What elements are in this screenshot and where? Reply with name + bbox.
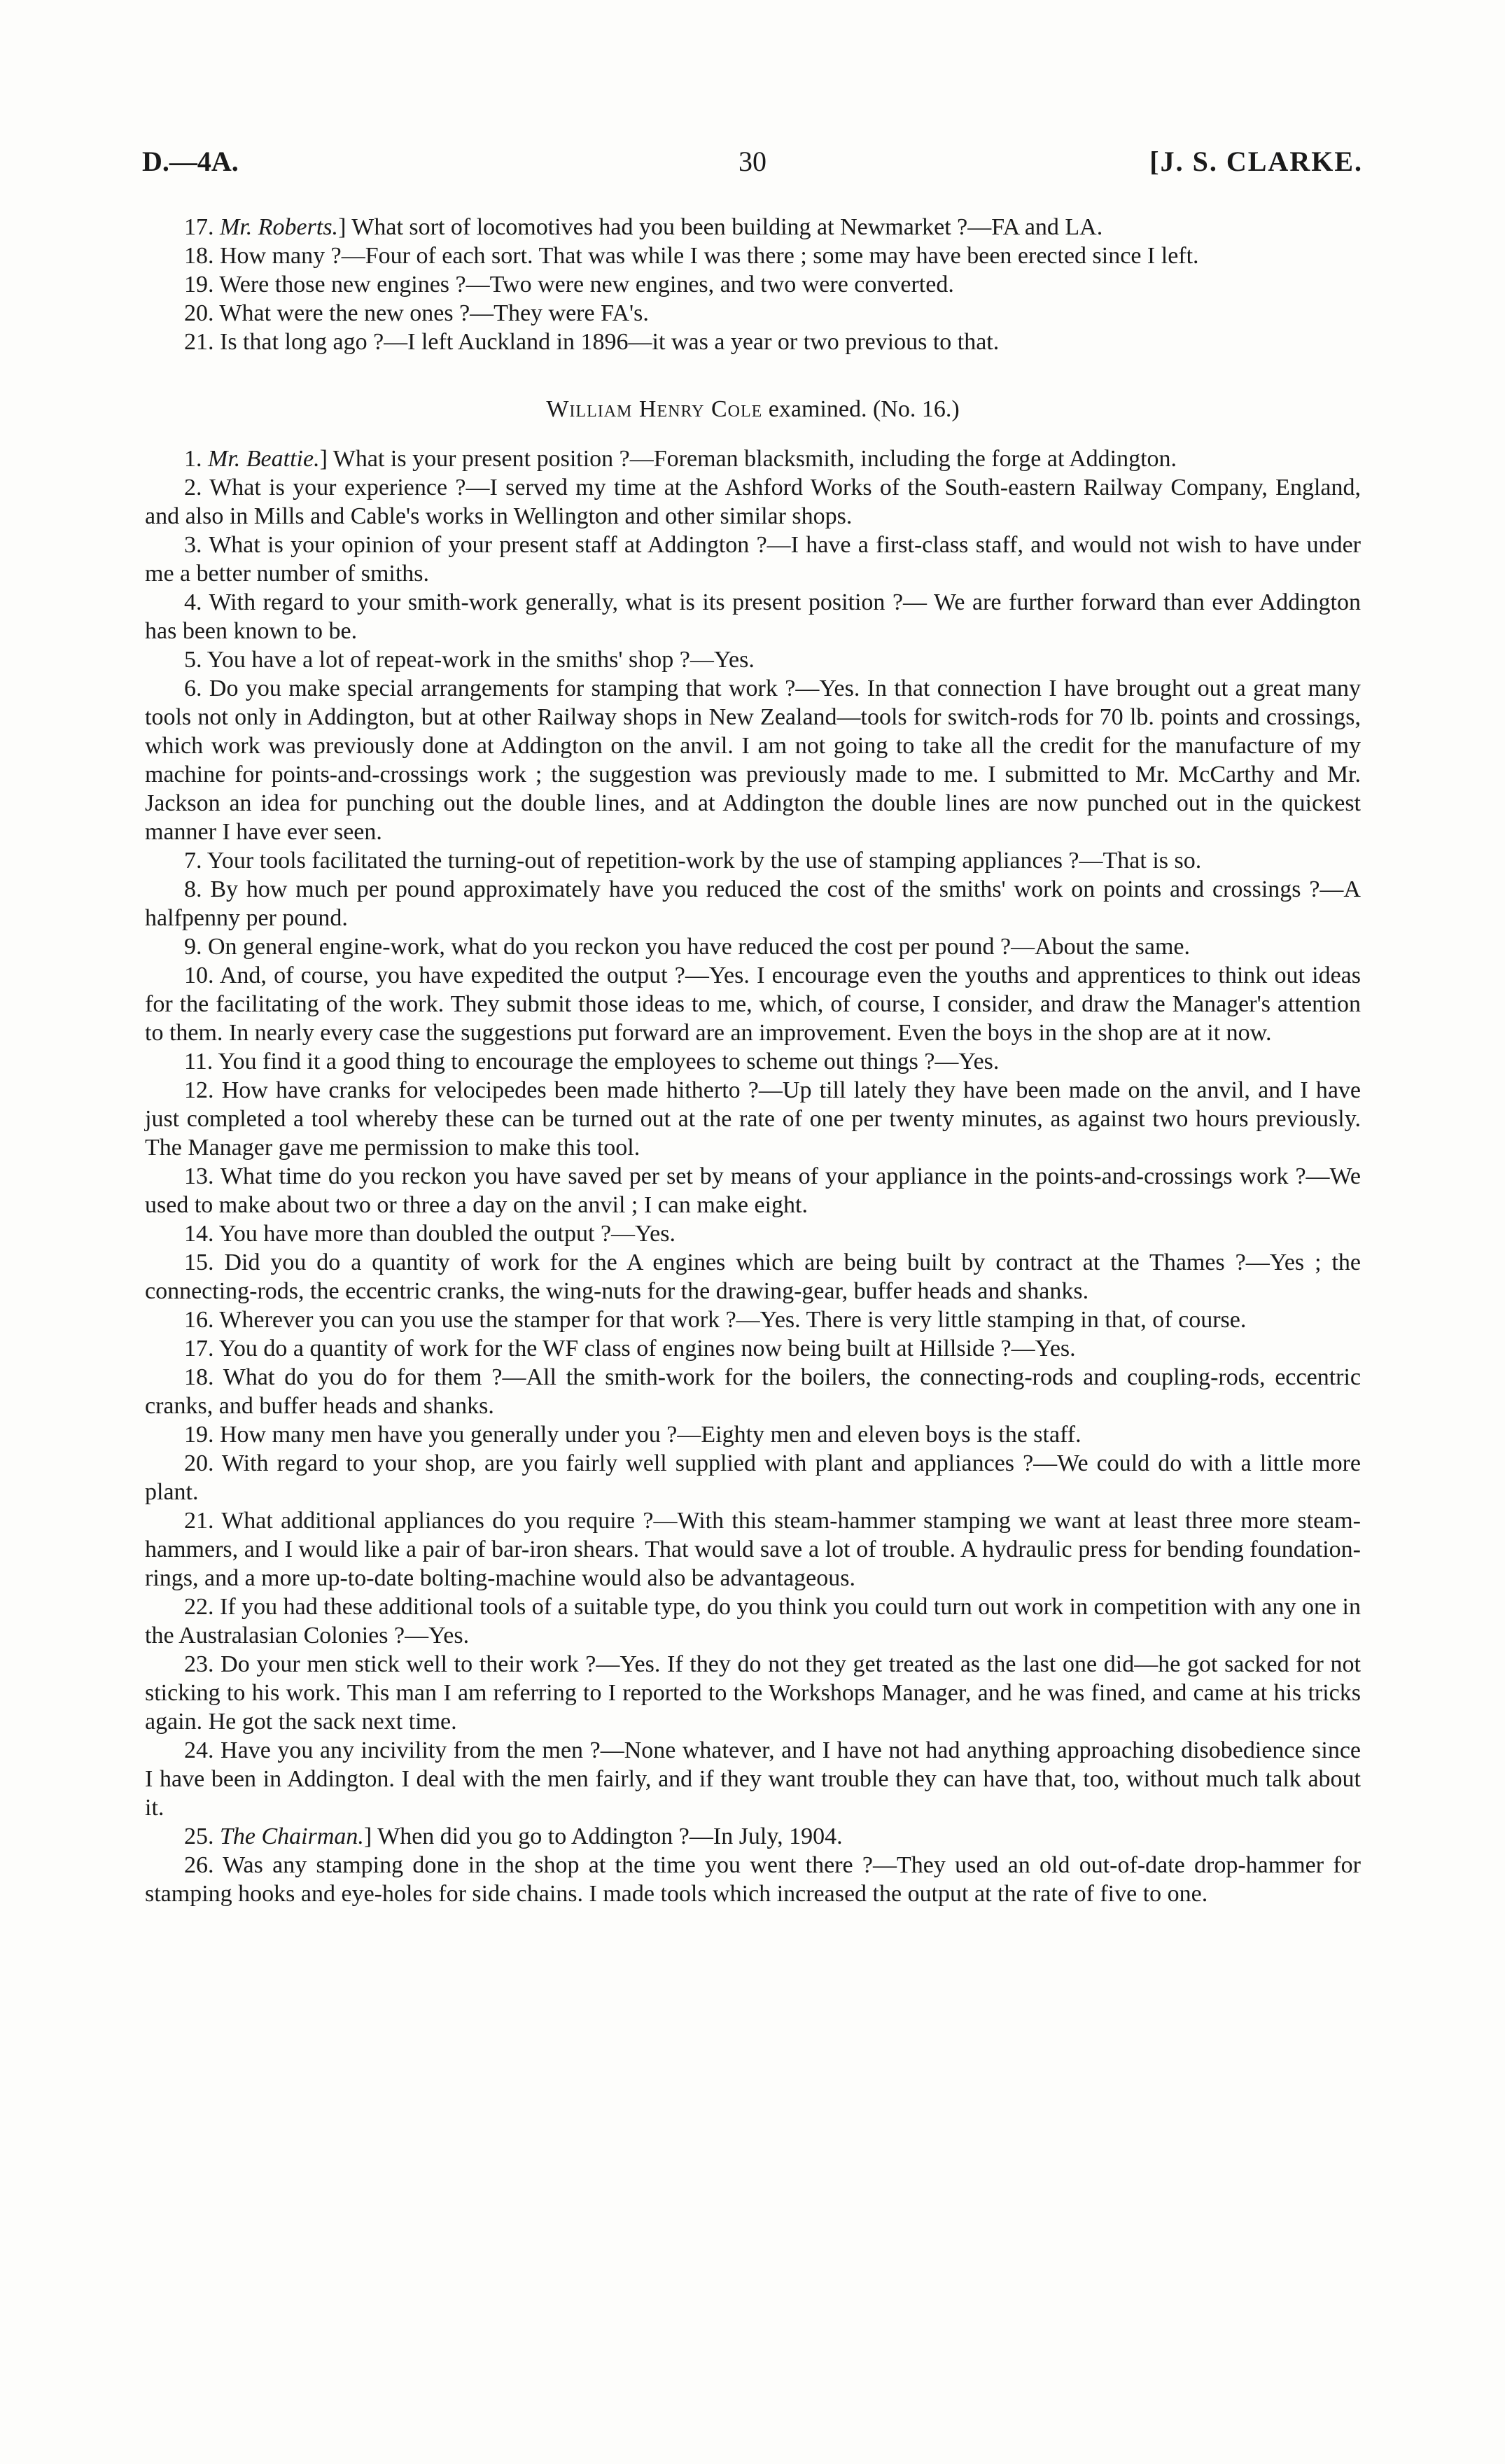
question-number: 10. bbox=[184, 962, 214, 988]
question-number: 17. bbox=[184, 1336, 214, 1362]
question-answer-text: ] When did you go to Addington ?—In July, 1904. bbox=[363, 1823, 843, 1849]
question-number: 15. bbox=[184, 1250, 214, 1275]
question-answer-paragraph bbox=[145, 1592, 1361, 1650]
witness-heading bbox=[145, 395, 1361, 424]
question-number: 14. bbox=[184, 1221, 214, 1247]
question-number: 17. bbox=[184, 214, 214, 240]
question-answer-text: ] What sort of locomotives had you been building at Newmarket ?—FA and LA. bbox=[338, 214, 1103, 240]
question-number: 20. bbox=[184, 300, 214, 326]
question-answer-text: Your tools facilitated the turning-out of repetition-work by the use of stamping appliances ?—That is so. bbox=[206, 848, 1202, 874]
question-answer-text: What do you do for them ?—All the smith-work for the boilers, the connecting-rods and coupling-rods, eccentric cranks, and buffer heads and shanks. bbox=[145, 1364, 1362, 1419]
question-number: 16. bbox=[184, 1307, 214, 1333]
document-reference: D.—4A. bbox=[142, 146, 239, 177]
question-number: 13. bbox=[184, 1163, 214, 1189]
page-number: 30 bbox=[738, 146, 766, 177]
speaker-name: The Chairman. bbox=[220, 1823, 364, 1849]
question-number: 18. bbox=[184, 1364, 214, 1390]
question-answer-paragraph bbox=[145, 531, 1361, 588]
question-answer-text: By how much per pound approximately have you reduced the cost of the smiths' work on points and crossings ?—A halfpenny per pound. bbox=[145, 876, 1361, 931]
question-number: 11. bbox=[184, 1049, 214, 1074]
question-number: 19. bbox=[184, 272, 214, 298]
question-answer-text: How have cranks for velocipedes been made hitherto ?—Up till lately they have been made on the anvil, and I have just completed a tool whereby these can be turned out at the rate of one per twenty minutes, as against two hours previously. The Manager gave me permission to make this tool. bbox=[145, 1077, 1362, 1161]
question-answer-paragraph bbox=[145, 588, 1361, 645]
question-answer-text: You do a quantity of work for the WF class of engines now being built at Hillside ?—Yes. bbox=[218, 1336, 1076, 1362]
question-answer-paragraph bbox=[145, 1306, 1361, 1334]
question-answer-text: With regard to your shop, are you fairly well supplied with plant and appliances ?—We could do with a little more plant. bbox=[145, 1450, 1361, 1505]
question-number: 8. bbox=[184, 876, 202, 902]
question-number: 25. bbox=[184, 1823, 214, 1849]
page-header bbox=[142, 144, 1363, 179]
question-number: 3. bbox=[184, 532, 202, 558]
question-answer-text: Do your men stick well to their work ?—Yes. If they do not they get treated as the last one did—he got sacked for not sticking to his work. This man I am referring to I reported to the Workshops Manager, and he was fined, and came at his tricks again. He got the sack next time. bbox=[145, 1651, 1361, 1735]
question-answer-paragraph bbox=[145, 473, 1361, 531]
question-answer-text: What were the new ones ?—They were FA's. bbox=[219, 300, 649, 326]
question-answer-text: Wherever you can you use the stamper for that work ?—Yes. There is very little stamping in that, of course. bbox=[219, 1307, 1247, 1333]
speaker-name: Mr. Beattie. bbox=[208, 446, 320, 472]
question-number: 19. bbox=[184, 1422, 214, 1448]
question-answer-paragraph bbox=[145, 1822, 1361, 1851]
question-answer-text: Have you any incivility from the men ?—None whatever, and I have not had anything approaching disobedience since I have been in Addington. I deal with the men fairly, and if they want trouble they can have that, too, without much talk about it. bbox=[145, 1737, 1362, 1821]
witness-heading-rest: examined. (No. 16.) bbox=[762, 396, 960, 422]
question-answer-text: Was any stamping done in the shop at the time you went there ?—They used an old out-of-date drop-hammer for stamping hooks and eye-holes for side chains. I made tools which increased the output at the rate of five to one. bbox=[145, 1852, 1361, 1907]
question-answer-text: ] What is your present position ?—Foreman blacksmith, including the forge at Addington. bbox=[319, 446, 1177, 472]
question-number: 12. bbox=[184, 1077, 214, 1103]
question-answer-paragraph bbox=[145, 270, 1361, 299]
question-answer-text: What additional appliances do you require ?—With this steam-hammer stamping we want at least three more steam-hammers, and I would like a pair of bar-iron shears. That would save a lot of trouble. A hydraulic press for bending foundation-rings, and a more up-to-date bolting-machine would also be advantageous. bbox=[145, 1508, 1361, 1591]
question-answer-text: What is your opinion of your present staff at Addington ?—I have a first-class staff, and would not wish to have under me a better number of smiths. bbox=[145, 532, 1361, 587]
question-answer-paragraph bbox=[145, 213, 1361, 241]
question-answer-paragraph bbox=[145, 1506, 1361, 1592]
question-number: 26. bbox=[184, 1852, 214, 1878]
question-answer-text: You find it a good thing to encourage the employees to scheme out things ?—Yes. bbox=[218, 1049, 1000, 1074]
question-answer-paragraph bbox=[145, 1736, 1361, 1822]
question-answer-paragraph bbox=[145, 1650, 1361, 1736]
question-number: 9. bbox=[184, 934, 202, 960]
question-number: 23. bbox=[184, 1651, 214, 1677]
question-answer-paragraph bbox=[145, 1334, 1361, 1363]
question-answer-paragraph bbox=[145, 961, 1361, 1047]
question-answer-text: What is your experience ?—I served my time at the Ashford Works of the South-eastern Railway Company, England, and also in Mills and Cable's works in Wellington and other similar shops. bbox=[145, 475, 1361, 529]
witness-header: [J. S. CLARKE. bbox=[1149, 146, 1363, 177]
testimony-section-cole bbox=[145, 444, 1361, 1908]
question-answer-text: You have more than doubled the output ?—Yes. bbox=[218, 1221, 676, 1247]
question-answer-paragraph bbox=[145, 444, 1361, 473]
question-answer-paragraph bbox=[145, 932, 1361, 961]
question-answer-paragraph bbox=[145, 1162, 1361, 1219]
question-number: 1. bbox=[184, 446, 202, 472]
question-answer-paragraph bbox=[145, 328, 1361, 356]
question-answer-text: If you had these additional tools of a suitable type, do you think you could turn out work in competition with any one in the Australasian Colonies ?—Yes. bbox=[145, 1594, 1362, 1648]
question-number: 18. bbox=[184, 243, 214, 269]
question-number: 4. bbox=[184, 589, 202, 615]
question-answer-text: What time do you reckon you have saved per set by means of your appliance in the points-and-crossings work ?—We used to make about two or three a day on the anvil ; I can make eight. bbox=[145, 1163, 1362, 1218]
question-number: 20. bbox=[184, 1450, 214, 1476]
question-answer-text: Were those new engines ?—Two were new engines, and two were converted. bbox=[219, 272, 954, 298]
question-answer-paragraph bbox=[145, 1219, 1361, 1248]
question-answer-text: Do you make special arrangements for stamping that work ?—Yes. In that connection I have brought out a great many tools not only in Addington, but at other Railway shops in New Zealand—tools for switch-rods for 70 lb. points and crossings, which work was previously done at Addington on the anvil. I am not going to take all the credit for the manufacture of my machine for points-and-crossings work ; the suggestion was previously made to me. I submitted to Mr. McCarthy and Mr. Jackson an idea for punching out the double lines, and at Addington the double lines are now punched out in the quickest manner I have ever seen. bbox=[145, 676, 1361, 845]
question-answer-paragraph bbox=[145, 846, 1361, 875]
question-answer-text: Is that long ago ?—I left Auckland in 1896—it was a year or two previous to that. bbox=[220, 329, 1000, 355]
question-number: 21. bbox=[184, 329, 214, 355]
question-answer-paragraph bbox=[145, 1851, 1361, 1908]
testimony-section-clarke bbox=[145, 213, 1361, 356]
question-number: 21. bbox=[184, 1508, 214, 1534]
question-answer-text: On general engine-work, what do you reckon you have reduced the cost per pound ?—About the same. bbox=[208, 934, 1190, 960]
speaker-name: Mr. Roberts. bbox=[220, 214, 339, 240]
page-body bbox=[145, 213, 1361, 1908]
question-answer-paragraph bbox=[145, 299, 1361, 328]
question-number: 22. bbox=[184, 1594, 214, 1620]
witness-name: William Henry Cole bbox=[546, 396, 763, 422]
question-answer-paragraph bbox=[145, 1047, 1361, 1076]
question-answer-paragraph bbox=[145, 1248, 1361, 1306]
question-answer-paragraph bbox=[145, 1420, 1361, 1449]
question-answer-paragraph bbox=[145, 1363, 1361, 1420]
question-number: 24. bbox=[184, 1737, 214, 1763]
question-answer-paragraph bbox=[145, 875, 1361, 932]
question-answer-text: You have a lot of repeat-work in the smiths' shop ?—Yes. bbox=[206, 647, 755, 673]
question-answer-text: How many ?—Four of each sort. That was while I was there ; some may have been erected since I left. bbox=[220, 243, 1199, 269]
question-answer-text: With regard to your smith-work generally, what is its present position ?— We are further forward than ever Addington has been known to be. bbox=[145, 589, 1362, 644]
question-answer-paragraph bbox=[145, 1076, 1361, 1162]
question-number: 6. bbox=[184, 676, 202, 701]
question-number: 5. bbox=[184, 647, 202, 673]
question-answer-paragraph bbox=[145, 674, 1361, 846]
question-number: 2. bbox=[184, 475, 202, 500]
question-number: 7. bbox=[184, 848, 202, 874]
question-answer-text: How many men have you generally under you ?—Eighty men and eleven boys is the staff. bbox=[220, 1422, 1082, 1448]
question-answer-paragraph bbox=[145, 241, 1361, 270]
question-answer-text: And, of course, you have expedited the output ?—Yes. I encourage even the youths and apprentices to think out ideas for the facilitating of the work. They submit those ideas to me, which, of course, I consider, and draw the Manager's attention to them. In nearly every case the suggestions put forward are an improvement. Even the boys in the shop are at it now. bbox=[145, 962, 1361, 1046]
question-answer-paragraph bbox=[145, 1449, 1361, 1506]
question-answer-text: Did you do a quantity of work for the A engines which are being built by contract at the Thames ?—Yes ; the connecting-rods, the eccentric cranks, the wing-nuts for the drawing-gear, buffer heads and shanks. bbox=[145, 1250, 1362, 1304]
question-answer-paragraph bbox=[145, 645, 1361, 674]
